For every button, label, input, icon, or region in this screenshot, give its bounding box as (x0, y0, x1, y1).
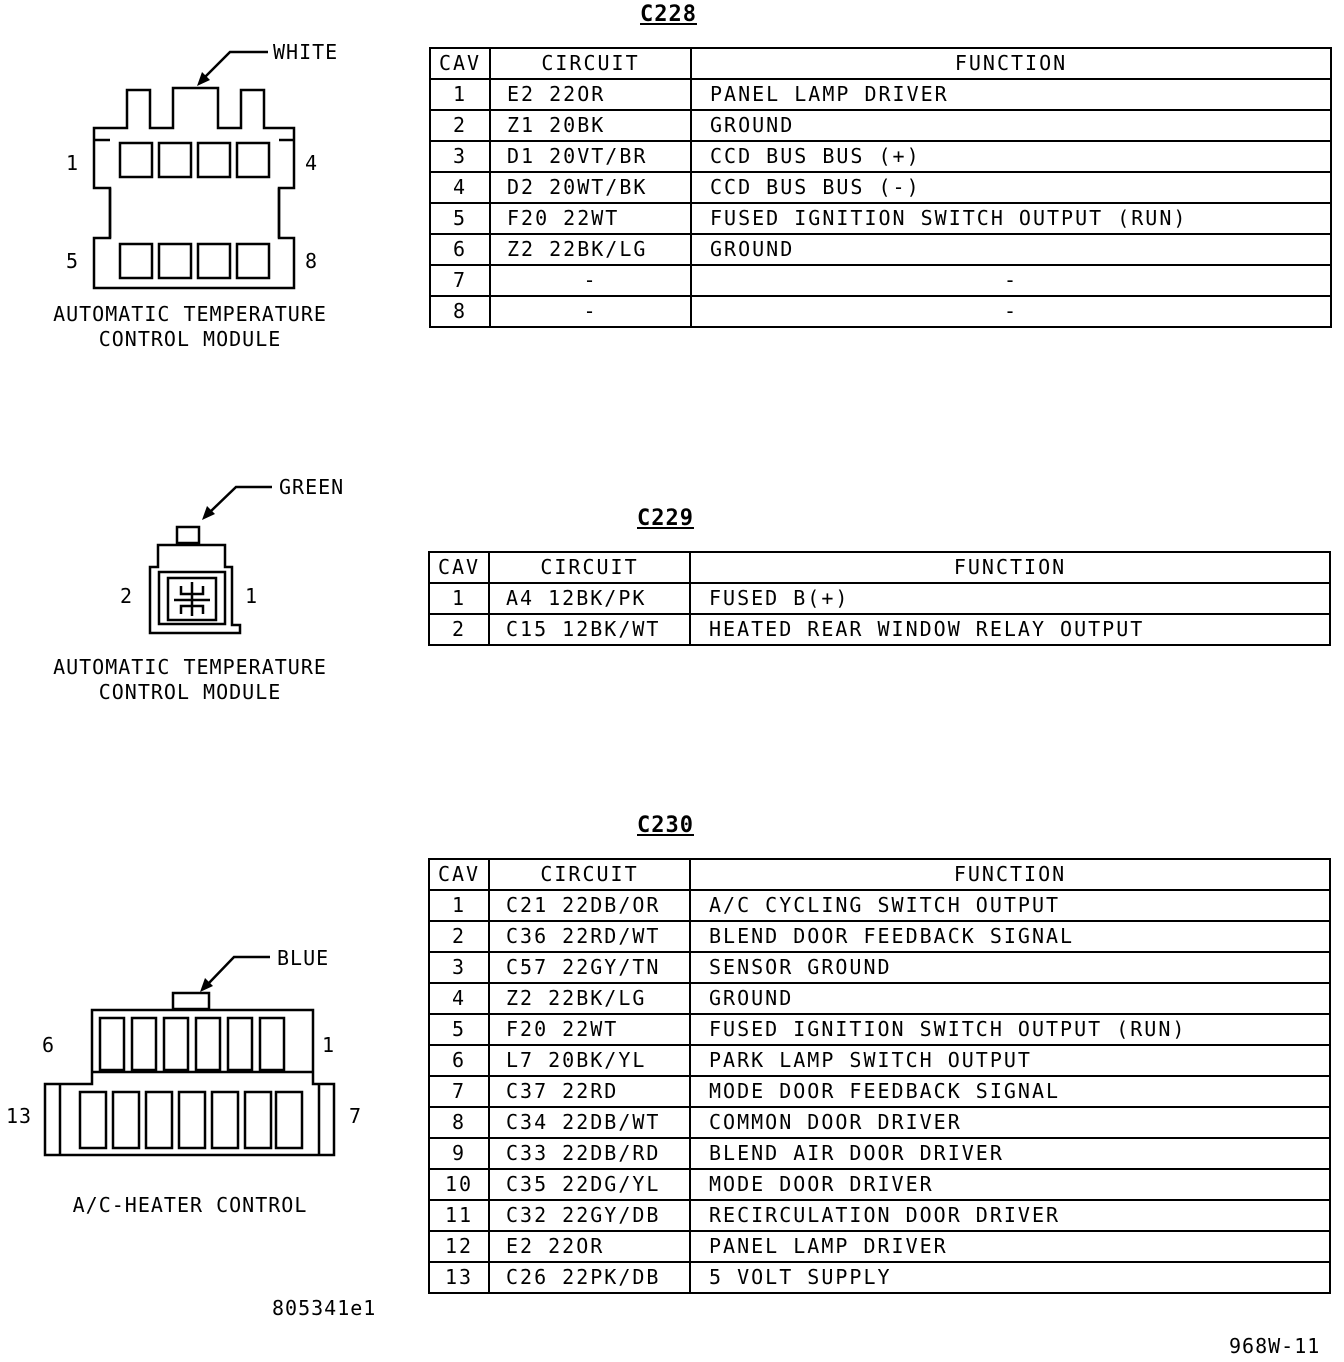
cav-cell: 1 (429, 583, 489, 614)
c230-connector-drawing (0, 0, 430, 1200)
function-cell: PARK LAMP SWITCH OUTPUT (690, 1045, 1330, 1076)
header-cav: CAV (430, 48, 490, 79)
circuit-cell: C34 22DB/WT (489, 1107, 690, 1138)
circuit-cell: C26 22PK/DB (489, 1262, 690, 1293)
cav-cell: 7 (429, 1076, 489, 1107)
function-cell: COMMON DOOR DRIVER (690, 1107, 1330, 1138)
cav-cell: 2 (429, 614, 489, 645)
circuit-cell: D1 20VT/BR (490, 141, 691, 172)
cav-cell: 5 (429, 1014, 489, 1045)
figure-code: 805341e1 (272, 1296, 377, 1320)
table-row (429, 1076, 1330, 1107)
table-row (430, 141, 1331, 172)
table-row (429, 1200, 1330, 1231)
table-header-row (429, 859, 1330, 890)
cav-cell: 11 (429, 1200, 489, 1231)
color-leader-arrow-icon (208, 957, 270, 984)
cav-cell: 8 (429, 1107, 489, 1138)
table-header-row (430, 48, 1331, 79)
function-cell: SENSOR GROUND (690, 952, 1330, 983)
table-row (429, 1107, 1330, 1138)
function-cell: FUSED IGNITION SWITCH OUTPUT (RUN) (691, 203, 1331, 234)
header-circuit: CIRCUIT (489, 552, 690, 583)
table-row (429, 1138, 1330, 1169)
cav-cell: 9 (429, 1138, 489, 1169)
function-cell: GROUND (691, 234, 1331, 265)
header-circuit: CIRCUIT (489, 859, 690, 890)
function-cell: BLEND DOOR FEEDBACK SIGNAL (690, 921, 1330, 952)
cav-cell: 6 (430, 234, 490, 265)
c229-pin-label-2: 2 (120, 584, 134, 608)
function-cell: FUSED B(+) (690, 583, 1330, 614)
circuit-cell: - (490, 296, 691, 327)
circuit-cell: C21 22DB/OR (489, 890, 690, 921)
table-row (430, 234, 1331, 265)
cav-cell: 1 (429, 890, 489, 921)
c228-pin-label-5: 5 (66, 249, 80, 273)
function-cell: GROUND (691, 110, 1331, 141)
function-cell: CCD BUS BUS (-) (691, 172, 1331, 203)
table-row (429, 583, 1330, 614)
c230-title: C230 (637, 813, 694, 838)
table-row (429, 614, 1330, 645)
table-row (430, 172, 1331, 203)
function-cell: MODE DOOR FEEDBACK SIGNAL (690, 1076, 1330, 1107)
cav-cell: 1 (430, 79, 490, 110)
c230-color-label: BLUE (277, 946, 330, 970)
circuit-cell: L7 20BK/YL (489, 1045, 690, 1076)
circuit-cell: Z2 22BK/LG (490, 234, 691, 265)
table-row (430, 296, 1331, 327)
function-cell: - (691, 296, 1331, 327)
table-row (429, 890, 1330, 921)
table-row (429, 1262, 1330, 1293)
c228-pin-label-8: 8 (305, 249, 319, 273)
table-row (429, 1045, 1330, 1076)
function-cell: A/C CYCLING SWITCH OUTPUT (690, 890, 1330, 921)
table-header-row (429, 552, 1330, 583)
header-function: FUNCTION (690, 552, 1330, 583)
circuit-cell: C36 22RD/WT (489, 921, 690, 952)
c230-pin-label-7: 7 (349, 1104, 363, 1128)
cav-cell: 7 (430, 265, 490, 296)
circuit-cell: C35 22DG/YL (489, 1169, 690, 1200)
c230-pinout-table (428, 858, 1331, 1294)
c229-component-caption: AUTOMATIC TEMPERATURE CONTROL MODULE (53, 655, 327, 704)
circuit-cell: D2 20WT/BK (490, 172, 691, 203)
circuit-cell: - (490, 265, 691, 296)
c228-color-label: WHITE (273, 40, 339, 64)
table-row (429, 1231, 1330, 1262)
function-cell: GROUND (690, 983, 1330, 1014)
function-cell: 5 VOLT SUPPLY (690, 1262, 1330, 1293)
circuit-cell: F20 22WT (490, 203, 691, 234)
c230-pin-label-1: 1 (322, 1033, 336, 1057)
c229-color-label: GREEN (279, 475, 345, 499)
table-row (429, 921, 1330, 952)
cav-cell: 10 (429, 1169, 489, 1200)
c228-pin-label-1: 1 (66, 151, 80, 175)
c229-pin-label-1: 1 (245, 584, 259, 608)
c230-component-caption: A/C-HEATER CONTROL (72, 1193, 308, 1217)
function-cell: MODE DOOR DRIVER (690, 1169, 1330, 1200)
table-row (429, 983, 1330, 1014)
cav-cell: 5 (430, 203, 490, 234)
function-cell: CCD BUS BUS (+) (691, 141, 1331, 172)
header-cav: CAV (429, 552, 489, 583)
circuit-cell: E2 22OR (489, 1231, 690, 1262)
table-row (429, 952, 1330, 983)
circuit-cell: Z2 22BK/LG (489, 983, 690, 1014)
cav-cell: 13 (429, 1262, 489, 1293)
page-code: 968W-11 (1229, 1334, 1321, 1358)
cav-cell: 12 (429, 1231, 489, 1262)
circuit-cell: C57 22GY/TN (489, 952, 690, 983)
c228-title: C228 (640, 2, 697, 27)
cav-cell: 8 (430, 296, 490, 327)
circuit-cell: C33 22DB/RD (489, 1138, 690, 1169)
function-cell: HEATED REAR WINDOW RELAY OUTPUT (690, 614, 1330, 645)
cav-cell: 3 (429, 952, 489, 983)
table-row (430, 203, 1331, 234)
c229-pinout-table (428, 551, 1331, 646)
header-function: FUNCTION (691, 48, 1331, 79)
c228-component-caption: AUTOMATIC TEMPERATURE CONTROL MODULE (53, 302, 327, 351)
cav-cell: 4 (429, 983, 489, 1014)
circuit-cell: Z1 20BK (490, 110, 691, 141)
table-row (429, 1169, 1330, 1200)
table-row (430, 110, 1331, 141)
circuit-cell: C15 12BK/WT (489, 614, 690, 645)
cav-cell: 2 (429, 921, 489, 952)
c229-title: C229 (637, 506, 694, 531)
table-row (430, 79, 1331, 110)
cav-cell: 2 (430, 110, 490, 141)
function-cell: PANEL LAMP DRIVER (690, 1231, 1330, 1262)
cav-cell: 3 (430, 141, 490, 172)
circuit-cell: E2 22OR (490, 79, 691, 110)
header-circuit: CIRCUIT (490, 48, 691, 79)
c228-pinout-table (429, 47, 1332, 328)
header-function: FUNCTION (690, 859, 1330, 890)
function-cell: BLEND AIR DOOR DRIVER (690, 1138, 1330, 1169)
circuit-cell: F20 22WT (489, 1014, 690, 1045)
table-row (430, 265, 1331, 296)
cav-cell: 6 (429, 1045, 489, 1076)
c228-pin-label-4: 4 (305, 151, 319, 175)
circuit-cell: C32 22GY/DB (489, 1200, 690, 1231)
c230-pin-label-6: 6 (42, 1033, 56, 1057)
header-cav: CAV (429, 859, 489, 890)
function-cell: PANEL LAMP DRIVER (691, 79, 1331, 110)
table-row (429, 1014, 1330, 1045)
c230-pin-label-13: 13 (6, 1104, 33, 1128)
circuit-cell: A4 12BK/PK (489, 583, 690, 614)
function-cell: RECIRCULATION DOOR DRIVER (690, 1200, 1330, 1231)
function-cell: - (691, 265, 1331, 296)
function-cell: FUSED IGNITION SWITCH OUTPUT (RUN) (690, 1014, 1330, 1045)
cav-cell: 4 (430, 172, 490, 203)
circuit-cell: C37 22RD (489, 1076, 690, 1107)
